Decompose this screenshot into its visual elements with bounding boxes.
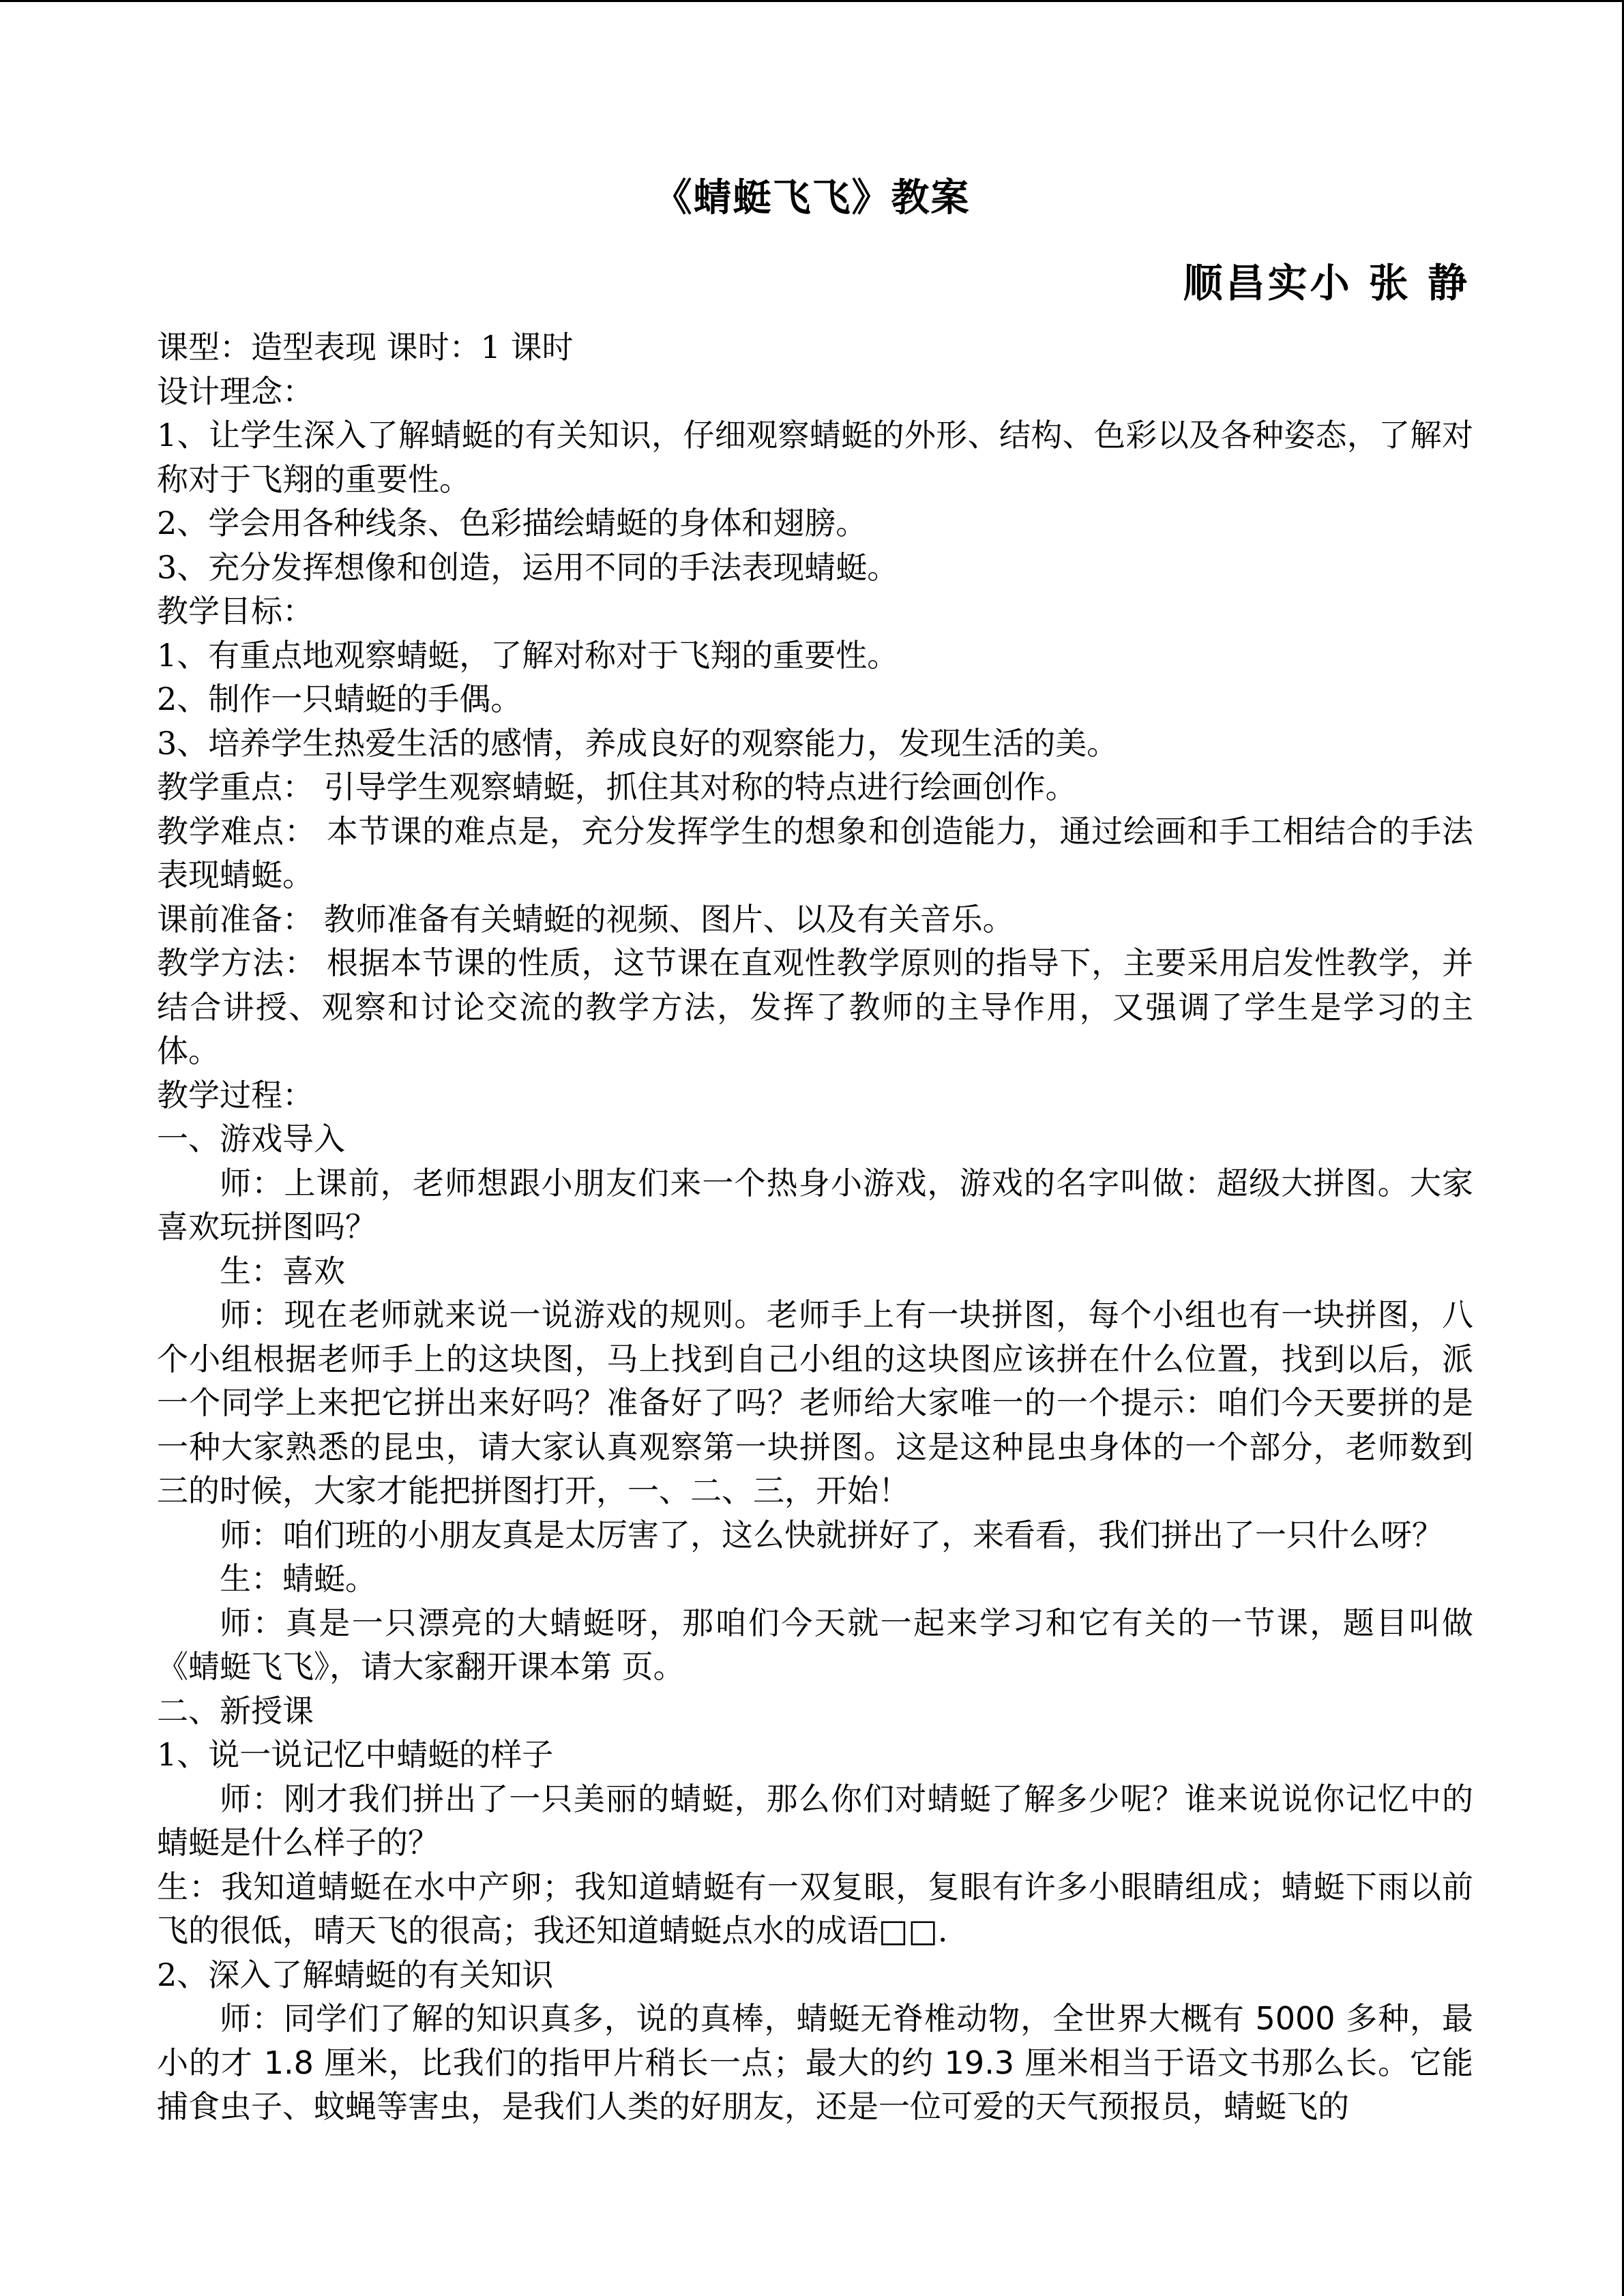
author-line: 顺昌实小 张 静 [1183, 260, 1470, 306]
paragraph: 教学方法： 根据本节课的性质，这节课在直观性教学原则的指导下，主要采用启发性教学，并结合讲授、观察和讨论交流的教学方法，发挥了教师的主导作用，又强调了学生是学习的主体。 [157, 944, 1473, 1069]
section-heading: 设计理念： [157, 372, 314, 410]
paragraph [157, 1997, 1473, 2129]
paragraph: 师：真是一只漂亮的大蜻蜓呀，那咱们今天就一起来学习和它有关的一节课，题目叫做《蜻蜓飞飞》，请大家翻开课本第 页。 [157, 1604, 1473, 1685]
section-heading: 教学目标： [157, 593, 314, 629]
paragraph: 1、让学生深入了解蜻蜓的有关知识，仔细观察蜻蜓的外形、结构、色彩以及各种姿态，了解对称对于飞翔的重要性。 [157, 417, 1473, 498]
text-run: 师：同学们了解的知识真多，说的真棒，蜻蜓无脊椎动物，全世界大概有 [220, 2000, 1245, 2037]
paragraph: 2、制作一只蜻蜓的手偶。 [157, 681, 522, 717]
paragraph: 3、培养学生热爱生活的感情，养成良好的观察能力，发现生活的美。 [157, 724, 1119, 762]
paragraph: 师：咱们班的小朋友真是太厉害了，这么快就拼好了，来看看，我们拼出了一只什么呀？ [220, 1516, 1443, 1553]
text-run: 厘米相当于语文书那么长。它能捕食虫子、蚊蝇等害虫，是我们人类的好朋友，还是一位可爱的天气预报员，蜻蜓飞的 [157, 2044, 1474, 2125]
number: 1.8 [263, 2044, 314, 2081]
number: 5000 [1255, 2000, 1335, 2037]
paragraph: 课前准备： 教师准备有关蜻蜓的视频、图片、以及有关音乐。 [157, 900, 1014, 938]
paragraph: 生：喜欢 [220, 1252, 345, 1289]
paragraph: 生：蜻蜓。 [220, 1560, 377, 1597]
section-heading: 一、游戏导入 [157, 1120, 345, 1157]
paragraph: 生：我知道蜻蜓在水中产卵；我知道蜻蜓有一双复眼，复眼有许多小眼睛组成；蜻蜓下雨以前飞的很低，晴天飞的很高；我还知道蜻蜓点水的成语□□. [157, 1868, 1473, 1949]
text-run: 厘米，比我们的指甲片稍长一点；最大的约 [324, 2044, 934, 2081]
paragraph: 2、学会用各种线条、色彩描绘蜻蜓的身体和翅膀。 [157, 505, 868, 541]
number: 19.3 [944, 2044, 1015, 2081]
paragraph: 3、充分发挥想像和创造，运用不同的手法表现蜻蜓。 [157, 548, 899, 586]
paragraph: 教学难点： 本节课的难点是，充分发挥学生的想象和创造能力，通过绘画和手工相结合的手法表现蜻蜓。 [157, 812, 1473, 893]
paragraph: 师：现在老师就来说一说游戏的规则。老师手上有一块拼图，每个小组也有一块拼图，八个小组根据老师手上的这块图，马上找到自己小组的这块图应该拼在什么位置，找到以后，派一个同学上来把它拼出来好吗？准备好了吗？老师给大家唯一的一个提示：咱们今天要拼的是一种大家熟悉的昆虫，请大家认真观察第一块拼图。这是这种昆虫身体的一个部分，老师数到三的时候，大家才能把拼图打开，一、二、三，开始！ [157, 1296, 1473, 1509]
lesson-type: 课型：造型表现 课时：1 课时 [157, 329, 574, 366]
section-heading: 教学过程： [157, 1076, 314, 1114]
section-heading: 1、说一说记忆中蜻蜓的样子 [157, 1736, 554, 1773]
page-title: 《蜻蜓飞飞》教案 [653, 176, 971, 220]
text-run: 多种，最小的才 [157, 2000, 1474, 2081]
document-body [157, 325, 1473, 2129]
paragraph: 1、有重点地观察蜻蜓，了解对称对于飞翔的重要性。 [157, 636, 899, 674]
paragraph: 教学重点： 引导学生观察蜻蜓，抓住其对称的特点进行绘画创作。 [157, 769, 1077, 805]
paragraph: 师：上课前，老师想跟小朋友们来一个热身小游戏，游戏的名字叫做：超级大拼图。大家喜欢玩拼图吗？ [157, 1164, 1473, 1245]
section-heading: 2、深入了解蜻蜓的有关知识 [157, 1956, 554, 1993]
paragraph: 师：刚才我们拼出了一只美丽的蜻蜓，那么你们对蜻蜓了解多少呢？谁来说说你记忆中的蜻蜓是什么样子的？ [157, 1780, 1473, 1861]
section-heading: 二、新授课 [157, 1692, 314, 1729]
